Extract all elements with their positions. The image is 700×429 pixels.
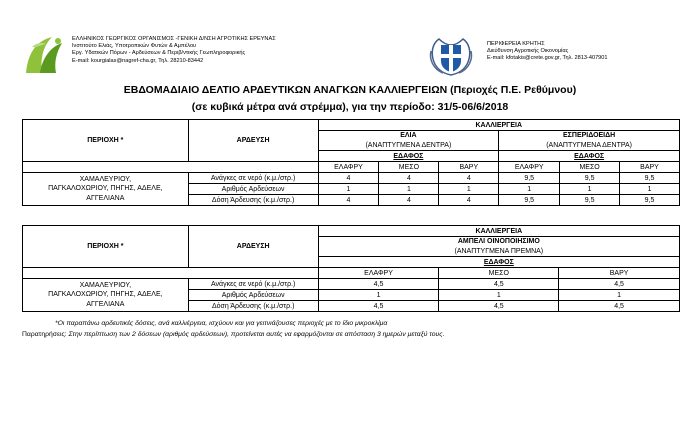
value-cell: 4 <box>318 195 379 206</box>
header-left-line: ΕΛΛΗΝΙΚΟΣ ΓΕΩΡΓΙΚΟΣ ΟΡΓΑΝΙΣΜΟΣ -ΓΕΝΙΚΗ Δ/ΝΣΗ ΑΓΡΟΤΙΚΗΣ ΕΡΕΥΝΑΣ <box>72 36 276 42</box>
value-cell: 9,5 <box>620 173 680 184</box>
region-cell <box>23 173 189 206</box>
value-cell: 4,5 <box>318 301 439 312</box>
header-right <box>423 33 683 77</box>
irrigation-table-vineyard <box>22 225 680 312</box>
header-right-text <box>487 41 608 63</box>
table-row <box>23 279 680 290</box>
crop-citrus: ΕΣΠΕΡΙΔΟΕΙΔΗ <box>499 131 680 141</box>
header-right-line: E-mail: kfotakis@crete.gov.gr, Τηλ. 2813-407901 <box>487 55 608 62</box>
crop-citrus-subtitle: (ΑΝΑΠΤΥΓΜΕΝΑ ΔΕΝΤΡΑ) <box>499 140 680 151</box>
value-cell: 9,5 <box>620 195 680 206</box>
value-cell: 1 <box>559 290 680 301</box>
value-cell: 4,5 <box>439 301 559 312</box>
irrigation-header: ΑΡΔΕΥΣΗ <box>188 226 318 268</box>
header-left <box>22 33 322 77</box>
value-cell: 1 <box>379 184 439 195</box>
header-right-line: Διεύθυνση Αγροτικής Οικονομίας <box>487 48 569 55</box>
header-left-line: Εργ. Υδατικών Πόρων - Αρδεύσεων & Περιβ/ντικής Γεωπληροφορικής <box>72 50 246 57</box>
row-label: Ανάγκες σε νερό (κ.μ./στρ.) <box>188 279 318 290</box>
elgo-logo-icon <box>22 33 66 77</box>
soil-header: ΕΔΑΦΟΣ <box>499 151 680 162</box>
region-line: ΠΑΓΚΑΛΟΧΩΡΙΟΥ, ΠΗΓΗΣ, ΑΔΕΛΕ, <box>48 291 163 299</box>
region-line: ΧΑΜΑΛΕΥΡΙΟΥ, <box>79 175 132 183</box>
value-cell: 4 <box>318 173 379 184</box>
region-line: ΑΓΓΕΛΙΑΝΑ <box>86 300 125 308</box>
irrigation-header: ΑΡΔΕΥΣΗ <box>188 120 318 162</box>
value-cell: 4 <box>439 195 499 206</box>
value-cell: 4,5 <box>439 279 559 290</box>
header-right-line: ΠΕΡΙΦΕΡΕΙΑ ΚΡΗΤΗΣ <box>487 41 545 47</box>
row-label: Αριθμός Αρδεύσεων <box>188 290 318 301</box>
value-cell: 1 <box>560 184 620 195</box>
value-cell: 1 <box>499 184 560 195</box>
value-cell: 4,5 <box>318 279 439 290</box>
remarks-text: Στην περίπτωση των 2 δόσεων (αριθμός αρδεύσεων), προτείνεται αυτές να εφαρμόζονται σε απόσταση 3 ημερών μεταξύ τους. <box>68 331 445 338</box>
value-cell: 9,5 <box>499 173 560 184</box>
crops-header: ΚΑΛΛΙΕΡΓΕΙΑ <box>318 226 679 237</box>
value-cell: 1 <box>318 184 379 195</box>
greek-emblem-icon <box>425 33 477 77</box>
crops-header: ΚΑΛΛΙΕΡΓΕΙΑ <box>318 120 679 131</box>
row-label: Ανάγκες σε νερό (κ.μ./στρ.) <box>188 173 318 184</box>
value-cell: 9,5 <box>499 195 560 206</box>
remarks-label: Παρατηρήσεις: <box>22 331 67 338</box>
region-line: ΧΑΜΑΛΕΥΡΙΟΥ, <box>79 281 132 289</box>
soil-type: ΒΑΡΥ <box>620 162 680 173</box>
header-left-text <box>72 36 276 65</box>
remarks <box>22 331 444 338</box>
value-cell: 4 <box>379 195 439 206</box>
value-cell: 9,5 <box>560 173 620 184</box>
value-cell: 1 <box>620 184 680 195</box>
header-left-line: E-mail: kourgialas@nagref-cha.gr, Τηλ. 28210-83442 <box>72 57 204 64</box>
soil-type: ΜΕΣΟ <box>379 162 439 173</box>
soil-type: ΕΛΑΦΡΥ <box>318 268 439 279</box>
value-cell: 4,5 <box>559 279 680 290</box>
soil-type: ΒΑΡΥ <box>439 162 499 173</box>
region-cell <box>23 279 189 312</box>
soil-type: ΕΛΑΦΡΥ <box>318 162 379 173</box>
header-left-line: Ινστιτούτο Ελιάς, Υποτροπικών Φυτών & Αμπέλου <box>72 43 197 50</box>
table-row <box>23 173 680 184</box>
page-subtitle: (σε κυβικά μέτρα ανά στρέμμα), για την περίοδο: 31/5-06/6/2018 <box>191 101 509 113</box>
row-label: Δόση Άρδευσης (κ.μ./στρ.) <box>188 301 318 312</box>
soil-header: ΕΔΑΦΟΣ <box>318 151 499 162</box>
region-header: ΠΕΡΙΟΧΗ * <box>23 226 189 268</box>
row-label: Δόση Άρδευσης (κ.μ./στρ.) <box>188 195 318 206</box>
value-cell: 1 <box>439 184 499 195</box>
crop-vineyard-subtitle: (ΑΝΑΠΤΥΓΜΕΝΑ ΠΡΕΜΝΑ) <box>318 246 679 257</box>
page-title: ΕΒΔΟΜΑΔΙΑΙΟ ΔΕΛΤΙΟ ΑΡΔΕΥΤΙΚΩΝ ΑΝΑΓΚΩΝ ΚΑΛΛΙΕΡΓΕΙΩΝ (Περιοχές Π.Ε. Ρεθύμνου) <box>123 84 577 96</box>
soil-header: ΕΔΑΦΟΣ <box>318 257 679 268</box>
crop-olive: ΕΛΙΑ <box>318 131 499 141</box>
region-line: ΑΓΓΕΛΙΑΝΑ <box>86 194 125 202</box>
value-cell: 4 <box>439 173 499 184</box>
value-cell: 9,5 <box>560 195 620 206</box>
row-label: Αριθμός Αρδεύσεων <box>188 184 318 195</box>
crop-vineyard: ΑΜΠΕΛΙ ΟΙΝΟΠΟΙΗΣΙΜΟ <box>318 237 679 247</box>
region-line: ΠΑΓΚΑΛΟΧΩΡΙΟΥ, ΠΗΓΗΣ, ΑΔΕΛΕ, <box>48 185 163 193</box>
irrigation-table-olive-citrus <box>22 119 680 206</box>
soil-type: ΜΕΣΟ <box>439 268 559 279</box>
soil-type: ΕΛΑΦΡΥ <box>499 162 560 173</box>
crop-olive-subtitle: (ΑΝΑΠΤΥΓΜΕΝΑ ΔΕΝΤΡΑ) <box>318 140 499 151</box>
value-cell: 4,5 <box>559 301 680 312</box>
soil-type: ΒΑΡΥ <box>559 268 680 279</box>
footnote: *Οι παραπάνω αρδευτικές δόσεις, ανά καλλιέργεια, ισχύουν και για γειτνιάζουσες περιοχές με το ίδιο μικροκλίμα <box>55 320 388 327</box>
value-cell: 1 <box>439 290 559 301</box>
soil-type: ΜΕΣΟ <box>560 162 620 173</box>
value-cell: 1 <box>318 290 439 301</box>
region-header: ΠΕΡΙΟΧΗ * <box>23 120 189 162</box>
value-cell: 4 <box>379 173 439 184</box>
